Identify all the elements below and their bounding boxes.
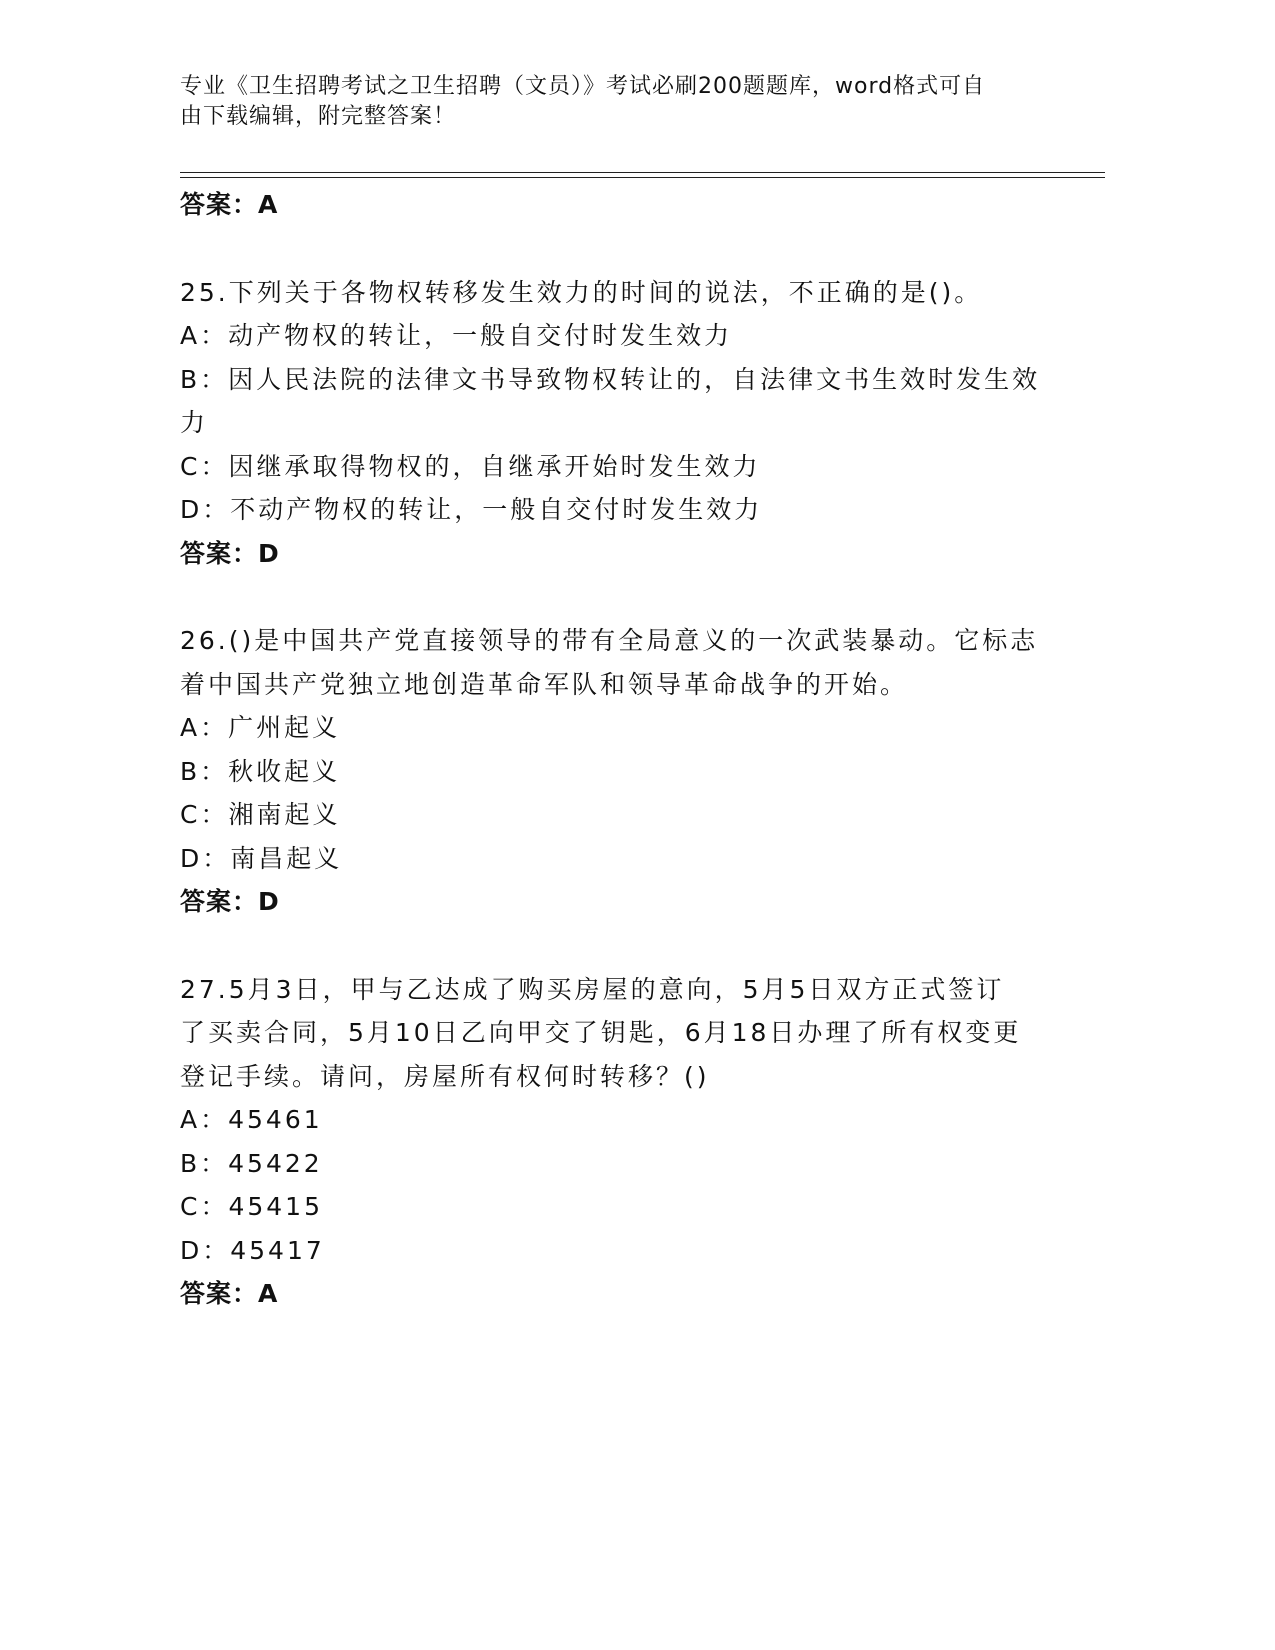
option-b: B：45422: [180, 1148, 323, 1178]
question-text: 26.()是中国共产党直接领导的带有全局意义的一次武装暴动。它标志: [180, 626, 1039, 655]
option-a: A：45461: [180, 1105, 323, 1134]
option-d: D：不动产物权的转让，一般自交付时发生效力: [180, 495, 763, 524]
question-block: [180, 619, 1040, 924]
header-line-1: 专业《卫生招聘考试之卫生招聘（文员）》考试必刷200题题库，word格式可自: [180, 74, 986, 99]
spacer: [180, 575, 1040, 619]
question-block: [180, 271, 1040, 576]
question-text-continued: 登记手续。请问，房屋所有权何时转移？(): [180, 1061, 710, 1091]
header-line-2: 由下载编辑，附完整答案！: [180, 104, 457, 129]
option-b-continued: 力: [180, 408, 209, 437]
previous-answer: 答案：A: [180, 190, 279, 219]
answer-label: 答案：A: [180, 1279, 279, 1308]
header-divider-bottom: [180, 177, 1105, 178]
question-text: 25.下列关于各物权转移发生效力的时间的说法，不正确的是()。: [180, 277, 983, 307]
option-d: D：南昌起义: [180, 843, 343, 873]
option-a: A：动产物权的转让，一般自交付时发生效力: [180, 321, 733, 350]
option-c: C：湘南起义: [180, 800, 341, 829]
question-block: [180, 968, 1040, 1316]
document-header: [180, 72, 1040, 132]
question-text: 27.5月3日，甲与乙达成了购买房屋的意向，5月5日双方正式签订: [180, 974, 1005, 1004]
option-d: D：45417: [180, 1235, 325, 1265]
question-text-continued: 了买卖合同，5月10日乙向甲交了钥匙，6月18日办理了所有权变更: [180, 1018, 1022, 1047]
option-b: B：因人民法院的法律文书导致物权转让的，自法律文书生效时发生效: [180, 364, 1041, 394]
question-text-continued: 着中国共产党独立地创造革命军队和领导革命战争的开始。: [180, 669, 909, 699]
question-list: [180, 183, 1040, 1316]
option-c: C：45415: [180, 1192, 323, 1221]
answer-label: 答案：D: [180, 887, 280, 916]
spacer: [180, 227, 1040, 271]
spacer: [180, 924, 1040, 968]
header-divider-top: [180, 172, 1105, 173]
option-c: C：因继承取得物权的，自继承开始时发生效力: [180, 451, 761, 481]
option-b: B：秋收起义: [180, 756, 341, 786]
option-a: A：广州起义: [180, 713, 341, 742]
answer-label: 答案：D: [180, 538, 280, 568]
